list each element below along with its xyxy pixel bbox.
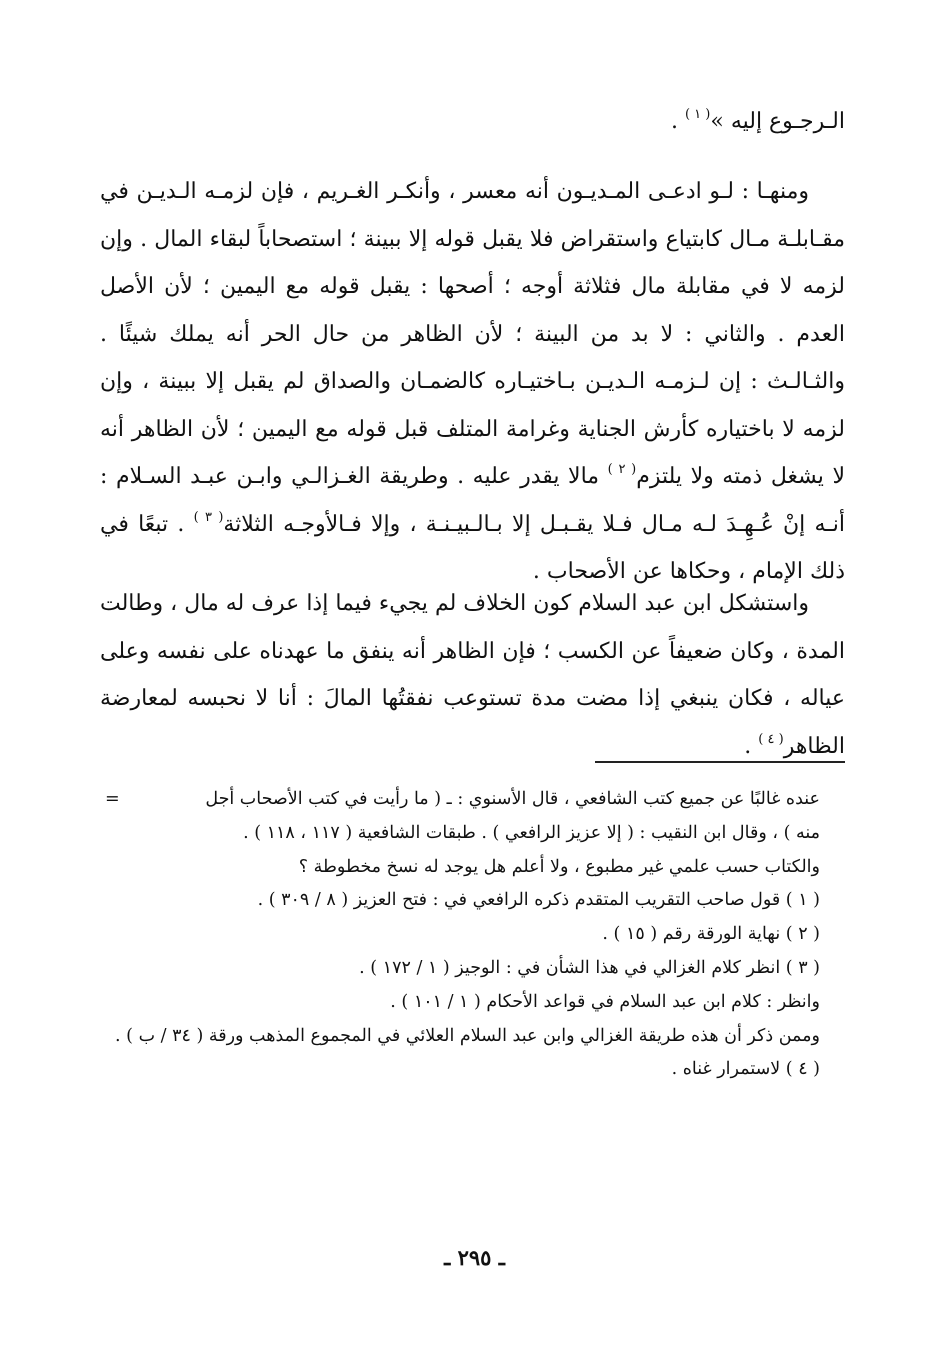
footnote-continuation-row [105, 817, 850, 851]
footnote-3-sub-2-text: وممن ذكر أن هذه طريقة الغزالي وابن عبد السلام العلائي في المجموع المذهب ورقة ( ٣٤ / ب ) . [115, 1025, 820, 1046]
paragraph-2-text [100, 580, 845, 770]
paragraph-2 [100, 580, 845, 770]
footnote-2-text: ( ٢ ) نهاية الورقة رقم ( ١٥ ) . [602, 924, 820, 945]
paragraph-1 [100, 168, 845, 596]
footnote-3-sub-1-text: وانظر : كلام ابن عبد السلام في قواعد الأحكام ( ١ / ١٠١ ) . [390, 991, 820, 1012]
paragraph-1-text [100, 168, 845, 596]
carried-over-text [100, 98, 845, 146]
footnote-ref-3[interactable]: ( ٣ ) [193, 509, 224, 525]
paragraph-2-part-b: . [744, 733, 759, 759]
footnote-1 [105, 884, 850, 918]
paragraph-1-part-c: . تبعًا في ذلك الإمام ، وحكاها عن الأصحاب . [100, 511, 845, 584]
footnote-ref-2[interactable]: ( ٢ ) [607, 462, 637, 477]
footnotes-section [105, 783, 850, 1087]
footnote-3-text: ( ٣ ) انظر كلام الغزالي في هذا الشأن في : الوجيز ( ١ / ١٧٢ ) . [359, 957, 820, 978]
footnote-ref-4[interactable]: ( ٤ ) [758, 731, 784, 747]
footnote-3 [105, 952, 850, 986]
footnote-3-sub [105, 986, 850, 1020]
footnote-1-text: ( ١ ) قول صاحب التقريب المتقدم ذكره الرافعي في : فتح العزيز ( ٨ / ٣٠٩ ) . [257, 890, 820, 911]
footnote-continuation-line-2: منه ) ، وقال ابن النقيب : ( إلا عزيز الرافعي ) . طبقات الشافعية ( ١١٧ ، ١١٨ ) . [243, 822, 820, 843]
carried-over-text-tail: . [670, 109, 685, 134]
footnote-continuation-marker: = [105, 789, 120, 809]
footnote-continuation-line-3: والكتاب حسب علمي غير مطبوع ، ولا أعلم هل يوجد له نسخ مخطوطة ؟ [298, 856, 820, 877]
paragraph-1-part-b: مالا يقدر عليه . وطريقة الغـزالـي وابـن عبـد السـلام : أنـه إنْ عُـهِـدَ لـه مـال فـلا يقـبـل إلا بـالـبيـنـة ، وإلا فـالأوجـه الثلاثة [100, 464, 845, 537]
footnote-separator [595, 761, 845, 763]
footnote-continuation-line-1: عنده غالبًا عن جميع كتب الشافعي ، قال الأسنوي : ـ ( ما رأيت في كتب الأصحاب أجل [205, 789, 820, 809]
footnote-4-text: ( ٤ ) لاستمرار غناه . [671, 1059, 820, 1080]
carried-over-text-body: الـرجـوع إليه » [710, 109, 845, 134]
paragraph-2-part-a: واستشكل ابن عبد السلام كون الخلاف لم يجيء فيما إذا عرف له مال ، وطالت المدة ، وكان ضعيفاً عن الكسب ؛ فإن الظاهر أنه ينفق ما عهدناه على نفسه وعلى عياله ، فكان ينبغي إذا مضت مدة تستوعب نفقتُها المالَ : أنا لا نحبسه لمعارضة الظاهر [100, 591, 845, 759]
footnote-continuation-row [105, 851, 850, 885]
footnote-4 [105, 1053, 850, 1087]
footnote-ref-1[interactable]: ( ١ ) [684, 107, 711, 122]
footnote-2 [105, 918, 850, 952]
footnote-3-sub [105, 1020, 850, 1054]
footnote-continuation-row [105, 783, 850, 817]
paragraph-1-part-a: ومنهـا : لـو ادعـى المـديـون أنه معسر ، وأنكـر الغـريم ، فإن لزمـه الـديـن في مقـابلـة مـال كابتياع واستقراض فلا يقبل قوله إلا ببينة ؛ استصحاباً لبقاء المال . وإن لزمه لا في مقابلة مال فثلاثة أوجه ؛ أصحها : يقبل قوله مع اليمين ؛ لأن الأصل العدم . والثاني : لا بد من البينة ؛ لأن الظاهر من حال الحر أنه يملك شيئًا . والثـالـث : إن لـزمـه الـديـن بـاختيـاره كالضمـان والصداق لم يقبل إلا ببينة ، وإن لزمه لا باختياره كأرش الجناية وغرامة المتلف قبل قوله مع اليمين ؛ لأن الظاهر أنه لا يشغل ذمته ولا يلتزم [100, 179, 845, 489]
page-number: ـ ٢٩٥ ـ [444, 1245, 505, 1270]
